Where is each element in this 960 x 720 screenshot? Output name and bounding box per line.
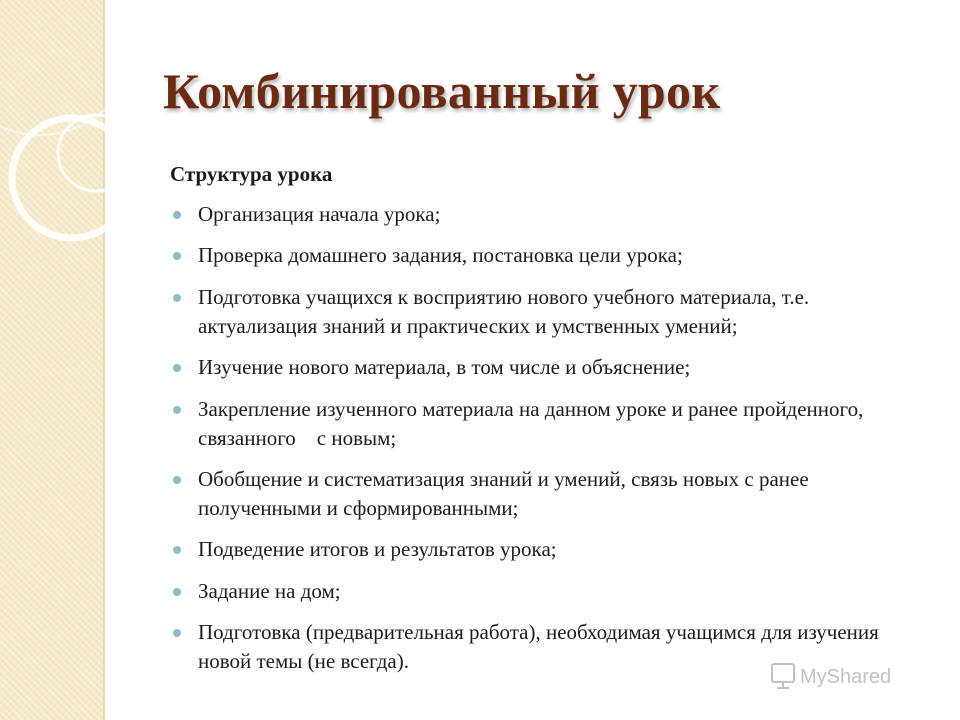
bullet-text: Проверка домашнего задания, постановка цели урока; xyxy=(198,243,683,268)
bullet-dot xyxy=(173,294,181,302)
slide-title: Комбинированный урок xyxy=(163,63,721,119)
watermark-logo xyxy=(770,660,930,692)
bullet-text: Подготовка (предварительная работа), необходимая учащимся для изучения новой темы (не всегда). xyxy=(198,620,879,674)
section-heading: Структура урока xyxy=(170,162,333,186)
bullet-dot xyxy=(173,211,181,219)
bullet-dot xyxy=(173,364,181,372)
bullet-text: Закрепление изученного материала на данном уроке и ранее пройденного, связанного с новым; xyxy=(198,396,869,450)
bullet-item xyxy=(198,353,923,382)
bullet-text: Задание на дом; xyxy=(198,578,341,603)
bullet-text: Организация начала урока; xyxy=(198,202,441,226)
bullet-text: Обобщение и систематизация знаний и умений, связь новых с ранее полученными и сформированными; xyxy=(198,466,809,520)
bullet-item xyxy=(198,395,923,453)
bullet-item xyxy=(198,535,923,564)
bullet-item xyxy=(198,283,923,341)
bullet-dot xyxy=(173,629,181,637)
bullet-dot xyxy=(173,546,181,554)
ring-large xyxy=(12,118,132,238)
bullet-dot xyxy=(173,476,181,484)
bullet-text: Изучение нового материала, в том числе и объяснение; xyxy=(198,355,691,380)
bullet-dot xyxy=(173,406,181,414)
bullet-text: Подведение итогов и результатов урока; xyxy=(198,537,557,562)
bullet-item xyxy=(198,577,923,606)
bullet-list xyxy=(198,200,923,689)
watermark-text: MyShared xyxy=(800,666,892,688)
watermark-screen-icon xyxy=(772,664,794,682)
bullet-item xyxy=(198,200,923,229)
bullet-dot xyxy=(173,588,181,596)
bullet-text: Подготовка учащихся к восприятию нового учебного материала, т.е. актуализация знаний и практических и умственных умений; xyxy=(198,284,810,338)
bullet-item xyxy=(198,241,923,270)
bullet-item xyxy=(198,465,923,523)
